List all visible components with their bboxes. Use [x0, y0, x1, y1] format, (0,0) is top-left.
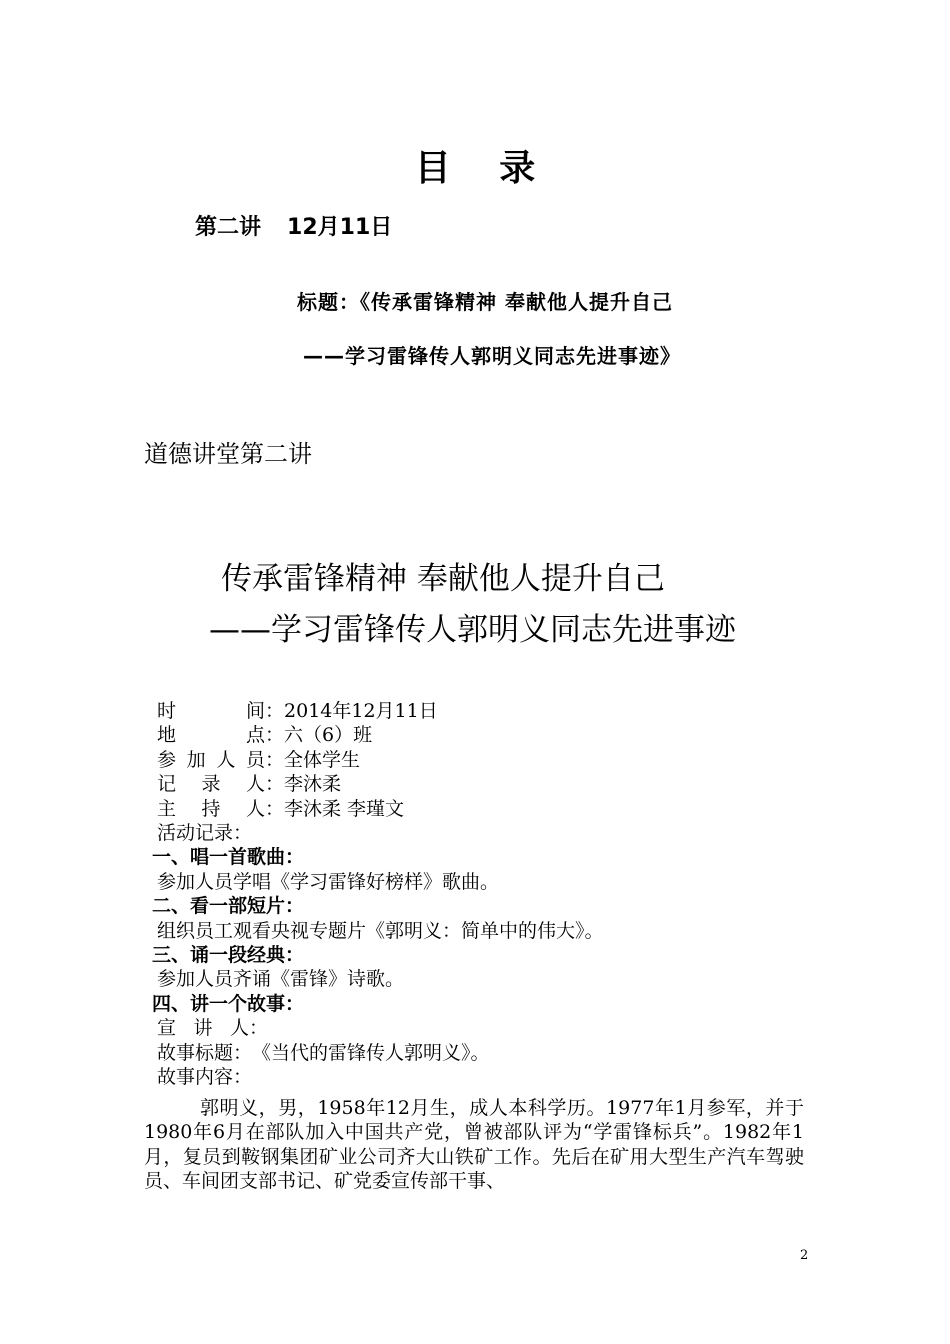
- place-value: 六（6）班: [284, 724, 373, 747]
- toc-subtitle-line1: 标题：《传承雷锋精神 奉献他人提升自己: [297, 290, 673, 314]
- story-title-value: 《当代的雷锋传人郭明义》。: [252, 1041, 490, 1064]
- activity-heading-3: 三、诵一段经典：: [152, 944, 305, 967]
- time-value: 2014年12月11日: [284, 700, 438, 722]
- activity-info-block: [152, 699, 604, 1090]
- lecture-date-line: [195, 210, 392, 241]
- participants-value: 全体学生: [284, 748, 361, 771]
- story-content-label: 故事内容：: [157, 1066, 253, 1089]
- activity-text-2: 组织员工观看央视专题片《郭明义：简单中的伟大》。: [157, 919, 604, 942]
- activity-heading-1: 一、唱一首歌曲：: [152, 846, 305, 869]
- participants-label: 参 加 人 员: [157, 748, 265, 771]
- story-title-row: [157, 1041, 604, 1065]
- toc-title: 目 录: [414, 148, 554, 189]
- main-title-line1: 传承雷锋精神 奉献他人提升自己: [221, 561, 665, 597]
- activity-heading-4: 四、讲一个故事：: [152, 992, 305, 1015]
- main-title-line2: ——学习雷锋传人郭明义同志先进事迹: [209, 612, 736, 648]
- page-number: 2: [800, 1248, 809, 1263]
- lecture-label: 第二讲: [195, 215, 262, 240]
- recorder-value: 李沐柔: [284, 773, 342, 796]
- activity-record-label: 活动记录：: [157, 822, 253, 845]
- toc-subtitle-line2: ——学习雷锋传人郭明义同志先进事迹》: [303, 344, 681, 368]
- lecture-date: 12月11日: [287, 215, 393, 240]
- story-paragraph: 郭明义，男，1958年12月生，成人本科学历。1977年1月参军，并于1980年6月在部队加入中国共产党，曾被部队评为“学雷锋标兵”。1982年1月，复员到鞍钢集团矿业公司齐大山铁矿工作。先后在矿用大型生产汽车驾驶员、车间团支部书记、矿党委宣传部干事、: [144, 1097, 804, 1193]
- info-row-time: 时 间 ： 2014年12月11日: [157, 700, 438, 722]
- speaker-row: 宣 讲 人 ：: [157, 1017, 269, 1040]
- info-row-recorder: 记 录 人 ： 李沐柔: [157, 773, 342, 796]
- section-heading: 道德讲堂第二讲: [144, 440, 312, 468]
- activity-text-3: 参加人员齐诵《雷锋》诗歌。: [157, 968, 405, 991]
- info-row-participants: 参 加 人 员 ： 全体学生: [157, 748, 361, 771]
- info-row-host: 主 持 人 ： 李沐柔 李瑾文: [157, 797, 405, 820]
- story-title-label: 故事标题：: [157, 1041, 253, 1064]
- host-label: 主 持 人: [157, 797, 265, 820]
- host-value: 李沐柔 李瑾文: [284, 797, 405, 820]
- recorder-label: 记 录 人: [157, 773, 265, 796]
- time-label: 时 间: [157, 700, 265, 722]
- info-row-place: 地 点 ： 六（6）班: [157, 724, 373, 747]
- activity-text-1: 参加人员学唱《学习雷锋好榜样》歌曲。: [157, 870, 500, 893]
- speaker-label: 宣 讲 人: [157, 1017, 249, 1040]
- place-label: 地 点: [157, 724, 265, 747]
- activity-heading-2: 二、看一部短片：: [152, 895, 305, 918]
